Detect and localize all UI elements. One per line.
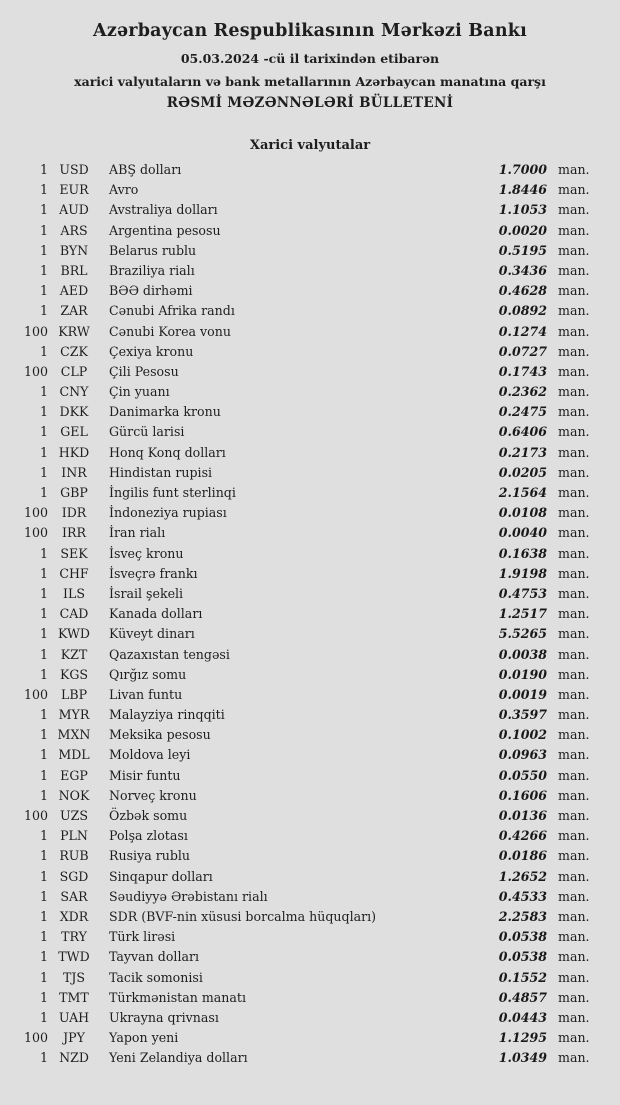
currency-code-cell: CZK [60,343,88,359]
currency-name-cell: Ukrayna qrivnası [109,1009,219,1025]
rate-row [18,160,598,180]
rate-value-cell: 1.2517 [498,606,547,622]
currency-code-cell: KGS [59,666,89,682]
currency-code-cell: IRR [62,525,86,541]
quantity-cell: 1 [39,929,48,945]
currency-name-cell: BƏƏ dirhəmi [109,283,193,299]
rate-row [18,947,598,967]
currency-name-cell: Livan funtu [109,686,183,702]
bulletin-title: RƏSMİ MƏZƏNNƏLƏRİ BÜLLETENİ [166,95,454,111]
rate-row [18,564,598,584]
rate-value-cell: 0.0205 [498,464,547,480]
currency-name-cell: Sinqapur dolları [109,868,213,884]
unit-label-cell: man. [558,585,590,601]
rate-row [18,927,598,947]
rate-row [18,382,598,402]
unit-label-cell: man. [558,626,590,642]
rate-value-cell: 1.0349 [498,1050,547,1066]
rate-row [18,200,598,220]
quantity-cell: 100 [23,505,48,521]
currency-name-cell: İngilis funt sterlinqi [109,485,236,500]
rate-row [18,544,598,564]
unit-label-cell: man. [558,828,590,844]
currency-name-cell: Yeni Zelandiya dolları [109,1050,248,1066]
currency-name-cell: Belarus rublu [109,242,197,258]
quantity-cell: 1 [39,606,48,622]
currency-code-cell: GEL [60,424,88,440]
currency-code-cell: TWD [58,949,90,965]
currency-code-cell: MDL [58,747,90,763]
rate-value-cell: 2.1564 [498,485,547,500]
rate-value-cell: 0.2475 [498,404,547,420]
unit-label-cell: man. [558,505,590,521]
currency-name-cell: ABŞ dolları [109,162,182,177]
currency-code-cell: EGP [60,767,88,783]
currency-name-cell: Qazaxıstan tengəsi [109,646,230,662]
unit-label-cell: man. [558,868,590,884]
currency-code-cell: AUD [59,202,89,218]
rate-value-cell: 0.5195 [498,242,547,258]
unit-label-cell: man. [558,343,590,359]
rate-value-cell: 0.4857 [498,989,547,1005]
rate-value-cell: 0.0963 [498,747,547,763]
unit-label-cell: man. [558,424,590,440]
currency-name-cell: Qırğız somu [109,666,187,682]
currency-code-cell: INR [61,464,87,480]
quantity-cell: 1 [39,545,48,561]
quantity-cell: 1 [39,848,48,864]
unit-label-cell: man. [558,949,590,965]
unit-label-cell: man. [558,747,590,763]
unit-label-cell: man. [558,222,590,238]
rate-row [18,422,598,442]
currency-name-cell: Çexiya kronu [109,343,194,359]
currency-code-cell: JPY [63,1030,85,1046]
currency-name-cell: Braziliya rialı [109,262,195,278]
unit-label-cell: man. [558,262,590,278]
rate-value-cell: 5.5265 [498,626,547,642]
currency-code-cell: LBP [60,686,88,702]
quantity-cell: 1 [39,908,48,924]
rate-row [18,180,598,200]
unit-label-cell: man. [558,1050,590,1066]
rate-row [18,342,598,362]
rate-value-cell: 0.0550 [498,767,547,783]
currency-name-cell: Norveç kronu [109,787,197,803]
currency-name-cell: Çin yuanı [109,384,170,400]
currency-code-cell: AED [59,283,89,299]
effective-date-line: 05.03.2024 -cü il tarixindən etibarən [180,51,440,66]
currency-name-cell: Türk lirəsi [109,929,176,945]
rate-value-cell: 0.0727 [498,343,547,359]
currency-code-cell: SGD [59,868,89,884]
rate-row [18,261,598,281]
currency-code-cell: NZD [59,1050,89,1066]
unit-label-cell: man. [558,242,590,258]
unit-label-cell: man. [558,1030,590,1046]
rate-value-cell: 0.0038 [498,646,547,662]
quantity-cell: 1 [39,303,48,319]
currency-code-cell: SAR [60,888,88,904]
quantity-cell: 1 [39,747,48,763]
currency-name-cell: SDR (BVF-nin xüsusi borcalma hüquqları) [109,908,377,924]
rate-row [18,665,598,685]
rate-value-cell: 1.1295 [498,1030,547,1046]
currency-code-cell: UAH [58,1009,90,1025]
rate-row [18,685,598,705]
currency-name-cell: İran rialı [109,525,166,541]
quantity-cell: 1 [39,262,48,278]
rate-row [18,826,598,846]
unit-label-cell: man. [558,929,590,945]
currency-name-cell: Çili Pesosu [109,363,179,379]
unit-label-cell: man. [558,182,590,198]
section-title-foreign-currencies: Xarici valyutalar [249,138,371,153]
rate-value-cell: 0.2362 [498,384,547,400]
rate-value-cell: 0.1274 [498,323,547,339]
currency-name-cell: Malayziya rinqqiti [109,707,225,723]
rate-row [18,322,598,342]
quantity-cell: 1 [39,202,48,218]
currency-code-cell: TRY [61,929,87,945]
rate-row [18,1048,598,1068]
unit-label-cell: man. [558,1009,590,1025]
currency-name-cell: Moldova leyi [109,747,191,763]
currency-name-cell: Honq Konq dolları [109,444,226,460]
quantity-cell: 1 [39,384,48,400]
currency-name-cell: İsveçrə frankı [109,565,198,581]
rate-value-cell: 0.1002 [498,727,547,743]
quantity-cell: 1 [39,1009,48,1025]
rate-value-cell: 0.0040 [498,525,547,541]
unit-label-cell: man. [558,525,590,541]
rate-row [18,362,598,382]
currency-code-cell: CHF [59,565,89,581]
quantity-cell: 1 [39,162,48,177]
rate-value-cell: 0.4533 [498,888,547,904]
unit-label-cell: man. [558,444,590,460]
rate-value-cell: 1.7000 [498,162,547,177]
quantity-cell: 100 [23,363,48,379]
rate-value-cell: 0.0443 [498,1009,547,1025]
currency-name-cell: Özbək somu [109,808,188,823]
quantity-cell: 1 [39,828,48,844]
rate-row [18,968,598,988]
bank-name-title: Azərbaycan Respublikasının Mərkəzi Bankı [93,21,527,41]
quantity-cell: 1 [39,1050,48,1066]
currency-code-cell: SEK [60,545,88,561]
currency-code-cell: ZAR [60,303,88,319]
quantity-cell: 1 [39,343,48,359]
rate-row [18,645,598,665]
unit-label-cell: man. [558,848,590,864]
rate-row [18,221,598,241]
rate-value-cell: 0.0538 [498,949,547,965]
document-header [0,0,620,111]
quantity-cell: 1 [39,646,48,662]
currency-name-cell: İndoneziya rupiası [109,505,227,521]
quantity-cell: 1 [39,424,48,440]
currency-name-cell: Türkmənistan manatı [109,989,247,1005]
rate-value-cell: 0.0136 [498,808,547,823]
currency-code-cell: XDR [59,908,89,924]
unit-label-cell: man. [558,646,590,662]
rate-value-cell: 0.1606 [498,787,547,803]
currency-name-cell: Avro [109,182,139,198]
unit-label-cell: man. [558,202,590,218]
quantity-cell: 1 [39,283,48,299]
unit-label-cell: man. [558,303,590,319]
rate-value-cell: 0.1638 [498,545,547,561]
currency-code-cell: IDR [61,505,87,521]
currency-name-cell: Cənubi Korea vonu [109,323,231,339]
rate-value-cell: 1.9198 [498,565,547,581]
currency-code-cell: KWD [57,626,90,642]
rate-row [18,705,598,725]
rate-value-cell: 0.4628 [498,283,547,299]
quantity-cell: 1 [39,585,48,601]
rate-value-cell: 0.0108 [498,505,547,521]
unit-label-cell: man. [558,989,590,1005]
rate-row [18,745,598,765]
currency-code-cell: DKK [59,404,89,420]
rate-value-cell: 2.2583 [498,908,547,924]
currency-name-cell: Misir funtu [109,767,181,783]
currency-name-cell: Hindistan rupisi [109,464,213,480]
rate-value-cell: 0.2173 [498,444,547,460]
currency-name-cell: Gürcü larisi [109,424,185,440]
rate-value-cell: 0.0020 [498,222,547,238]
currency-code-cell: RUB [59,848,89,864]
unit-label-cell: man. [558,363,590,379]
currency-code-cell: USD [59,162,89,177]
rate-value-cell: 0.4753 [498,585,547,601]
unit-label-cell: man. [558,384,590,400]
quantity-cell: 1 [39,485,48,500]
quantity-cell: 100 [23,808,48,823]
unit-label-cell: man. [558,545,590,561]
currency-code-cell: KRW [58,323,90,339]
quantity-cell: 100 [23,323,48,339]
unit-label-cell: man. [558,565,590,581]
unit-label-cell: man. [558,707,590,723]
quantity-cell: 1 [39,626,48,642]
rate-row [18,402,598,422]
unit-label-cell: man. [558,787,590,803]
quantity-cell: 1 [39,969,48,985]
rate-row [18,988,598,1008]
rate-row [18,867,598,887]
rate-row [18,887,598,907]
unit-label-cell: man. [558,404,590,420]
quantity-cell: 1 [39,767,48,783]
currency-name-cell: Cənubi Afrika randı [109,303,235,319]
currency-code-cell: NOK [58,787,90,803]
rate-value-cell: 0.6406 [498,424,547,440]
unit-label-cell: man. [558,283,590,299]
currency-code-cell: TMT [59,989,89,1005]
rate-row [18,584,598,604]
currency-code-cell: KZT [60,646,88,662]
currency-code-cell: EUR [59,182,89,198]
rate-row [18,443,598,463]
currency-code-cell: MXN [57,727,91,743]
unit-label-cell: man. [558,969,590,985]
rate-row [18,907,598,927]
quantity-cell: 1 [39,242,48,258]
rate-value-cell: 1.1053 [498,202,547,218]
rate-value-cell: 1.2652 [498,868,547,884]
quantity-cell: 1 [39,222,48,238]
currency-code-cell: HKD [58,444,90,460]
unit-label-cell: man. [558,162,590,177]
quantity-cell: 1 [39,949,48,965]
rate-value-cell: 0.0190 [498,666,547,682]
rate-row [18,1008,598,1028]
quantity-cell: 1 [39,727,48,743]
unit-label-cell: man. [558,888,590,904]
currency-name-cell: Səudiyyə Ərəbistanı rialı [109,888,268,904]
quantity-cell: 1 [39,868,48,884]
currency-code-cell: GBP [60,485,88,500]
quantity-cell: 1 [39,404,48,420]
rate-value-cell: 1.8446 [498,182,547,198]
currency-name-cell: İsveç kronu [109,545,184,561]
currency-code-cell: ARS [60,222,88,238]
rate-value-cell: 0.0019 [498,686,547,702]
currency-code-cell: ILS [63,585,85,601]
rate-value-cell: 0.3436 [498,262,547,278]
currency-code-cell: UZS [60,808,88,823]
unit-label-cell: man. [558,485,590,500]
unit-label-cell: man. [558,808,590,823]
unit-label-cell: man. [558,464,590,480]
rate-row [18,523,598,543]
rate-value-cell: 0.0892 [498,303,547,319]
rate-row [18,725,598,745]
rate-row [18,503,598,523]
quantity-cell: 1 [39,666,48,682]
quantity-cell: 1 [39,464,48,480]
exchange-rates-table [0,160,620,1068]
unit-label-cell: man. [558,767,590,783]
rate-row [18,624,598,644]
currency-name-cell: Tayvan dolları [109,949,200,965]
quantity-cell: 1 [39,182,48,198]
rate-row [18,483,598,503]
unit-label-cell: man. [558,323,590,339]
currency-code-cell: CAD [59,606,89,622]
quantity-cell: 1 [39,989,48,1005]
rate-row [18,766,598,786]
rate-value-cell: 0.1743 [498,363,547,379]
currency-code-cell: BRL [60,262,88,278]
quantity-cell: 100 [23,1030,48,1046]
rate-row [18,301,598,321]
bulletin-subtitle: xarici valyutaların və bank metallarının Azərbaycan manatına qarşı [74,74,546,89]
currency-code-cell: BYN [59,242,89,258]
rate-row [18,846,598,866]
currency-code-cell: MYR [58,707,90,723]
currency-name-cell: Polşa zlotası [109,828,188,844]
quantity-cell: 1 [39,707,48,723]
currency-name-cell: Avstraliya dolları [109,202,218,218]
rate-row [18,1028,598,1048]
rate-value-cell: 0.1552 [498,969,547,985]
currency-name-cell: Yapon yeni [109,1030,179,1046]
rate-row [18,806,598,826]
quantity-cell: 1 [39,787,48,803]
quantity-cell: 1 [39,888,48,904]
rate-row [18,463,598,483]
currency-code-cell: PLN [60,828,88,844]
unit-label-cell: man. [558,727,590,743]
rate-value-cell: 0.3597 [498,707,547,723]
currency-name-cell: Danimarka kronu [109,404,221,420]
currency-name-cell: Tacik somonisi [109,969,203,985]
rate-value-cell: 0.0186 [498,848,547,864]
rate-row [18,241,598,261]
currency-name-cell: Kanada dolları [109,606,203,622]
currency-name-cell: Küveyt dinarı [109,626,195,642]
currency-name-cell: İsrail şekeli [109,585,184,601]
currency-code-cell: TJS [62,969,86,985]
currency-code-cell: CNY [59,384,89,400]
rate-row [18,281,598,301]
unit-label-cell: man. [558,686,590,702]
rate-row [18,786,598,806]
unit-label-cell: man. [558,666,590,682]
unit-label-cell: man. [558,606,590,622]
rate-row [18,604,598,624]
rate-value-cell: 0.4266 [498,828,547,844]
quantity-cell: 1 [39,565,48,581]
quantity-cell: 100 [23,525,48,541]
quantity-cell: 1 [39,444,48,460]
quantity-cell: 100 [23,686,48,702]
currency-code-cell: CLP [60,363,88,379]
unit-label-cell: man. [558,908,590,924]
currency-name-cell: Meksika pesosu [109,727,211,743]
currency-name-cell: Argentina pesosu [109,222,221,238]
rate-value-cell: 0.0538 [498,929,547,945]
currency-name-cell: Rusiya rublu [109,848,191,864]
